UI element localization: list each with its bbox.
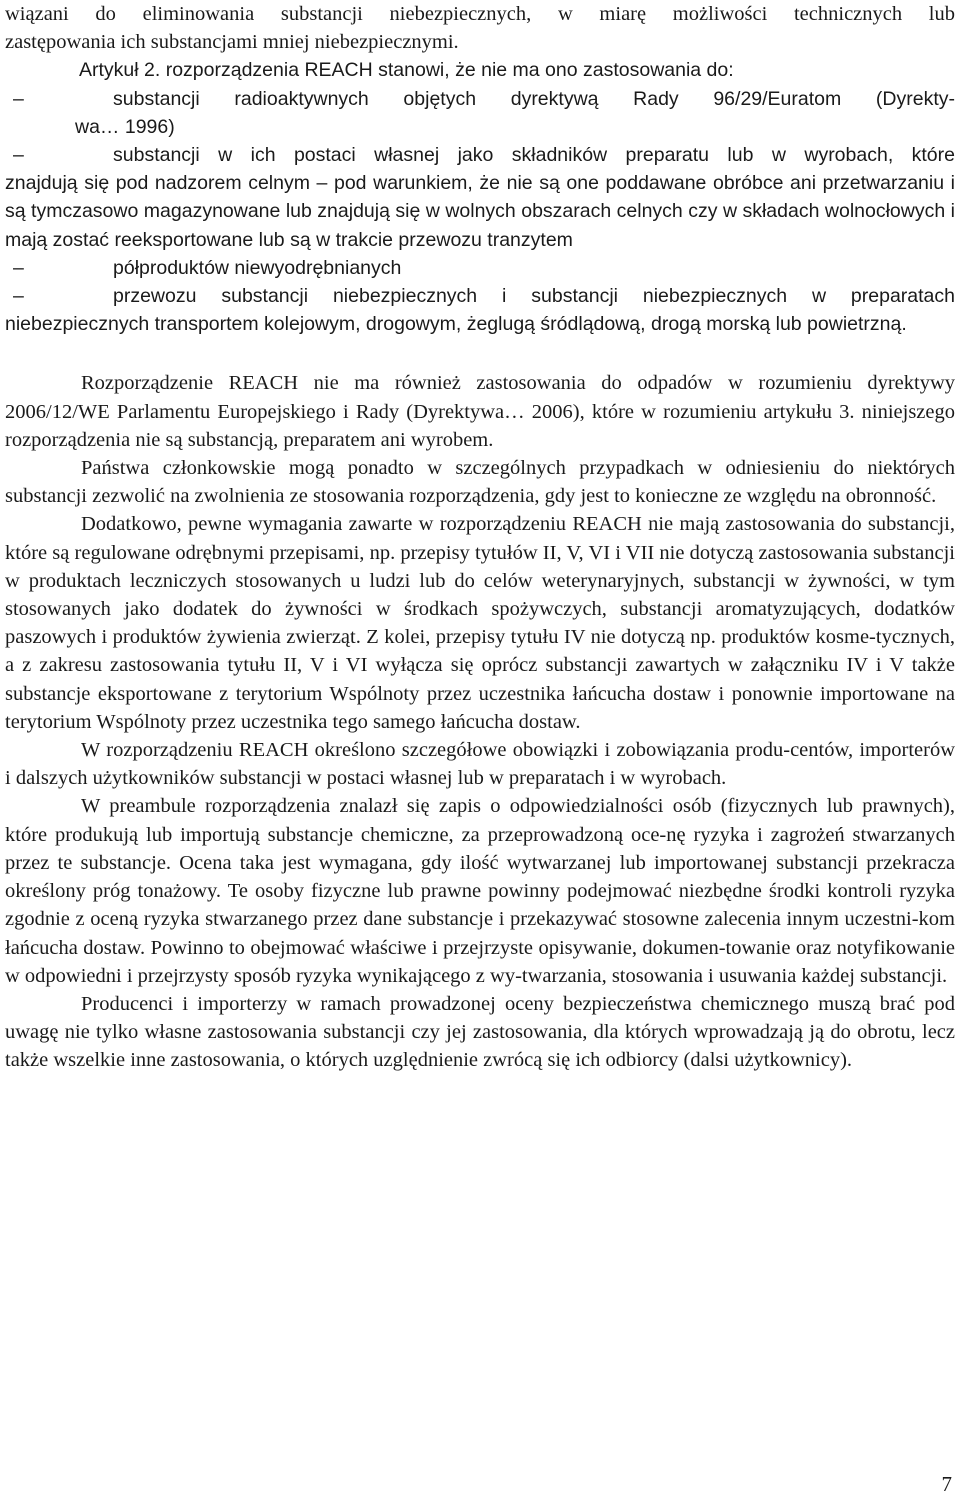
body-paragraph: Państwa członkowskie mogą ponadto w szczególnych przypadkach w odniesieniu do niektórych substancji zezwolić na zwolnienia ze stosowania rozporządzenia, gdy jest to konieczne ze względu na obronność.	[5, 457, 955, 508]
body-paragraph: Rozporządzenie REACH nie ma również zastosowania do odpadów w rozumieniu dyrektywy 2006/12/WE Parlamentu Europejskiego i Rady (Dyrektywa… 2006), które w rozumieniu artykułu 3. niniejszego rozporządzenia nie są substancją, preparatem ani wyrobem.	[5, 372, 955, 451]
list-item	[5, 141, 955, 169]
dash-bullet: –	[13, 87, 24, 110]
paragraph-gap	[5, 338, 955, 366]
continuation-line: wiązani do eliminowania substancji niebezpiecznych, w miarę możliwości technicznych lub	[5, 3, 955, 25]
list-item	[5, 282, 955, 310]
list-item-continuation: wa… 1996)	[75, 115, 175, 138]
dash-bullet: –	[13, 285, 24, 308]
list-item-text: substancji w ich postaci własnej jako składników preparatu lub w wyrobach, które	[113, 144, 955, 167]
article-2-label: Artykuł 2.	[79, 59, 166, 82]
body-paragraph: Producenci i importerzy w ramach prowadzonej oceny bezpieczeństwa chemicznego muszą brać pod uwagę nie tylko własne zastosowania substancji czy jej zastosowania, dla których wprowadzają ją do obrotu, lecz także wszelkie inne zastosowania, o których uzględnienie zwrócą się ich odbiorcy (dalsi użytkownicy).	[5, 992, 955, 1072]
body-paragraph: W preambule rozporządzenia znalazł się zapis o odpowiedzialności osób (fizycznych lub prawnych), które produkują lub importują substancje chemiczne, za przeprowadzoną oce-nę ryzyka i zagrożeń stwarzanych przez te substancje. Ocena taka jest wymagana, gdy ilość wytwarzanej lub importowanej substancji przekracza określony próg tonażowy. Te osoby fizyczne lub prawne powinny podejmować niezbędne środki kontroli ryzyka zgodnie z oceną ryzyka stwarzanego przez dane substancje i przekazywać stosowne zalecenia innym uczestni-kom łańcucha dostaw. Powinno to obejmować właściwe i przejrzyste opisywanie, dokumen-towanie oraz notyfikowanie w odpowiedni i przejrzysty sposób ryzyka wynikającego z wy-twarzania, stosowania i usuwania każdej substancji.	[5, 795, 955, 987]
document-page	[5, 0, 955, 1075]
article-2-intro	[3, 56, 955, 84]
article-2-text: rozporządzenia REACH stanowi, że nie ma ono zastosowania do:	[165, 59, 734, 82]
list-item-text: półproduktów niewyodrębnianych	[113, 256, 402, 279]
list-item	[5, 254, 955, 282]
list-item-text: przewozu substancji niebezpiecznych i substancji niebezpiecznych w preparatach	[113, 285, 955, 308]
exemption-list	[5, 85, 955, 339]
page-number: 7	[941, 1472, 952, 1496]
dash-bullet: –	[13, 256, 24, 279]
list-item	[5, 85, 955, 113]
list-item-text: substancji radioaktywnych objętych dyrektywą Rady 96/29/Euratom (Dyrekty-	[113, 87, 955, 110]
body-paragraph: Dodatkowo, pewne wymagania zawarte w rozporządzeniu REACH nie mają zastosowania do substancji, które są regulowane odrębnymi przepisami, np. przepisy tytułów II, V, VI i VII nie dotyczą zastosowania substancji w produktach leczniczych stosowanych u ludzi lub do celów weterynaryjnych, substancji w żywności, w tym stosowanych jako dodatek do żywności w środkach spożywczych, substancji aromatyzujących, dodatków paszowych i produktów żywienia zwierząt. Z kolei, przepisy tytułu IV nie dotyczą np. produktów kosme-tycznych, a z zakresu zastosowania tytułu II, V i VI wyłącza się oprócz substancji zawartych w załączniku IV i V także substancje eksportowane z terytorium Wspólnoty przez uczestnika łańcucha dostaw i ponownie importowane na terytorium Wspólnoty przez uczestnika tego samego łańcucha dostaw.	[5, 513, 955, 733]
continuation-line: zastępowania ich substancjami mniej niebezpiecznymi.	[5, 31, 459, 54]
list-item-continuation: znajdują się pod nadzorem celnym – pod warunkiem, że nie są one poddawane obróbce ani przetwarzaniu i są tymczasowo magazynowane lub znajdują się w wolnych obszarach celnych czy w składach wolnocłowych i mają zostać reeksportowane lub są w trakcie przewozu tranzytem	[5, 172, 955, 251]
list-item-continuation: niebezpiecznych transportem kolejowym, drogowym, żeglugą śródlądową, drogą morską lub powietrzną.	[5, 313, 907, 336]
body-paragraph: W rozporządzeniu REACH określono szczegółowe obowiązki i zobowiązania produ-centów, importerów i dalszych użytkowników substancji w postaci własnej lub w preparatach i w wyrobach.	[5, 739, 955, 790]
dash-bullet: –	[13, 144, 24, 167]
